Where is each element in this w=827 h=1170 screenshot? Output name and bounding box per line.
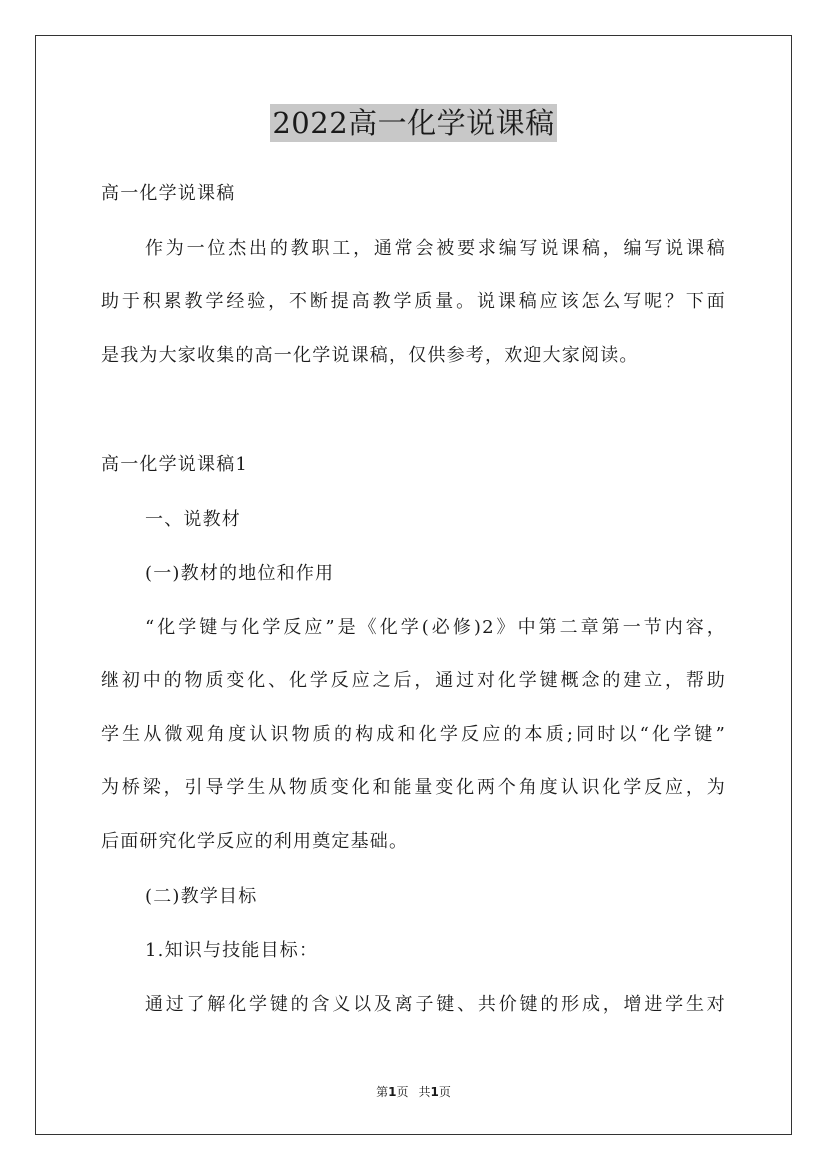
page-prefix: 第 — [376, 1085, 389, 1099]
paragraph-line: 继初中的物质变化、化学反应之后，通过对化学键概念的建立，帮助 — [101, 670, 726, 691]
section-heading: 高一化学说课稿1 — [101, 454, 249, 475]
paragraph-line: 后面研究化学反应的利用奠定基础。 — [101, 831, 409, 852]
paragraph-line: 作为一位杰出的教职工，通常会被要求编写说课稿，编写说课稿 — [145, 238, 726, 259]
paragraph-line: 为桥梁，引导学生从物质变化和能量变化两个角度认识化学反应，为 — [101, 777, 726, 798]
current-page-number: 1 — [388, 1085, 397, 1099]
paragraph-line: 助于积累教学经验，不断提高教学质量。说课稿应该怎么写呢？下面 — [101, 291, 726, 312]
subsection-heading: (一)教材的地位和作用 — [145, 563, 335, 584]
section-heading: 高一化学说课稿 — [101, 183, 236, 204]
paragraph-line: 通过了解化学键的含义以及离子键、共价键的形成，增进学生对 — [145, 994, 726, 1015]
document-title: 2022高一化学说课稿 — [272, 106, 555, 140]
page-footer — [0, 1084, 827, 1100]
subsection-heading: (二)教学目标 — [145, 886, 258, 907]
page-suffix: 页 — [396, 1085, 409, 1099]
paragraph-line: 是我为大家收集的高一化学说课稿，仅供参考，欢迎大家阅读。 — [101, 345, 639, 366]
paragraph-line: 学生从微观角度认识物质的构成和化学反应的本质;同时以“化学键” — [101, 724, 726, 745]
total-suffix: 页 — [438, 1085, 451, 1099]
title-container — [0, 104, 827, 142]
total-prefix: 共 — [418, 1085, 431, 1099]
total-pages-number: 1 — [430, 1085, 439, 1099]
subsection-heading: 1.知识与技能目标： — [145, 940, 319, 961]
paragraph-line: “化学键与化学反应”是《化学(必修)2》中第二章第一节内容， — [145, 617, 726, 638]
subsection-heading: 一、说教材 — [145, 509, 241, 530]
